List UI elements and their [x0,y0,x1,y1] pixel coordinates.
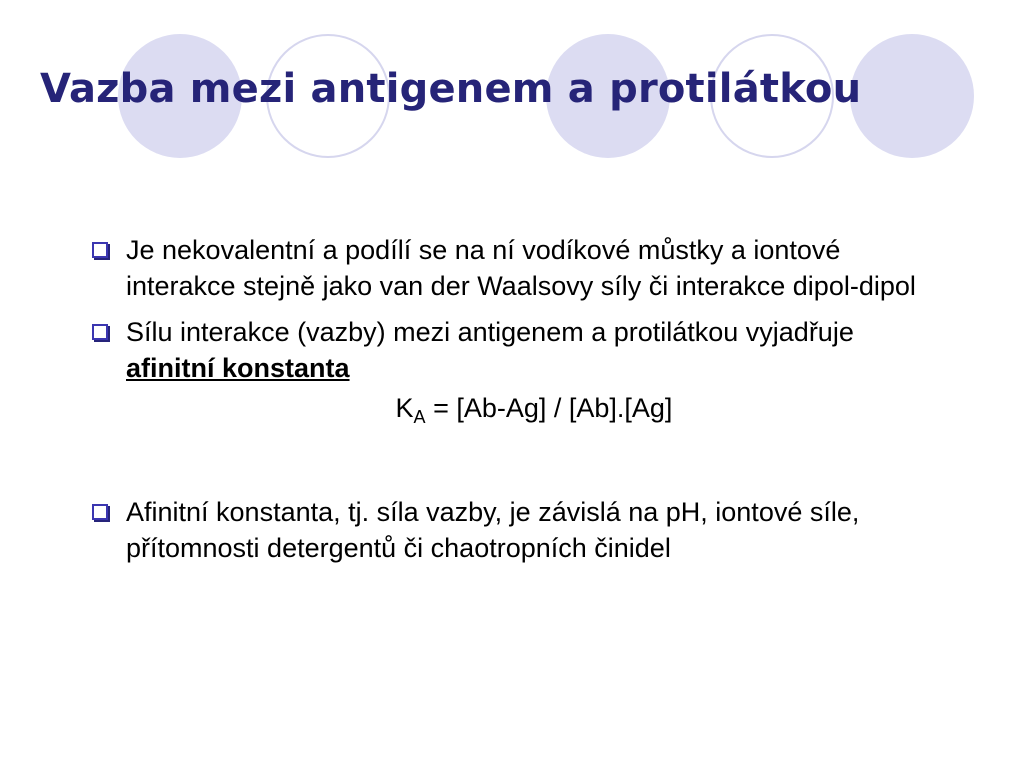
formula-subscript: A [413,407,426,427]
slide-title: Vazba mezi antigenem a protilátkou [40,66,862,112]
checkbox-square-icon [92,504,108,520]
bullet-item [92,314,942,386]
slide-content [92,232,942,566]
bullet-item [92,494,942,566]
checkbox-square-icon [92,324,108,340]
bullet-text: Afinitní konstanta, tj. síla vazby, je závislá na pH, iontové síle, přítomnosti detergentů či chaotropních činidel [126,497,860,563]
checkbox-square-icon [92,242,108,258]
key-term: afinitní konstanta [126,353,350,383]
bullet-item [92,232,942,304]
formula-expression: = [Ab-Ag] / [Ab].[Ag] [425,393,673,423]
affinity-formula [92,390,942,426]
bullet-text: Sílu interakce (vazby) mezi antigenem a protilátkou vyjadřuje [126,317,854,347]
decorative-circle [850,34,974,158]
formula-symbol: K [395,393,414,423]
bullet-text: Je nekovalentní a podílí se na ní vodíkové můstky a iontové interakce stejně jako van der Waalsovy síly či interakce dipol-dipol [126,235,916,301]
